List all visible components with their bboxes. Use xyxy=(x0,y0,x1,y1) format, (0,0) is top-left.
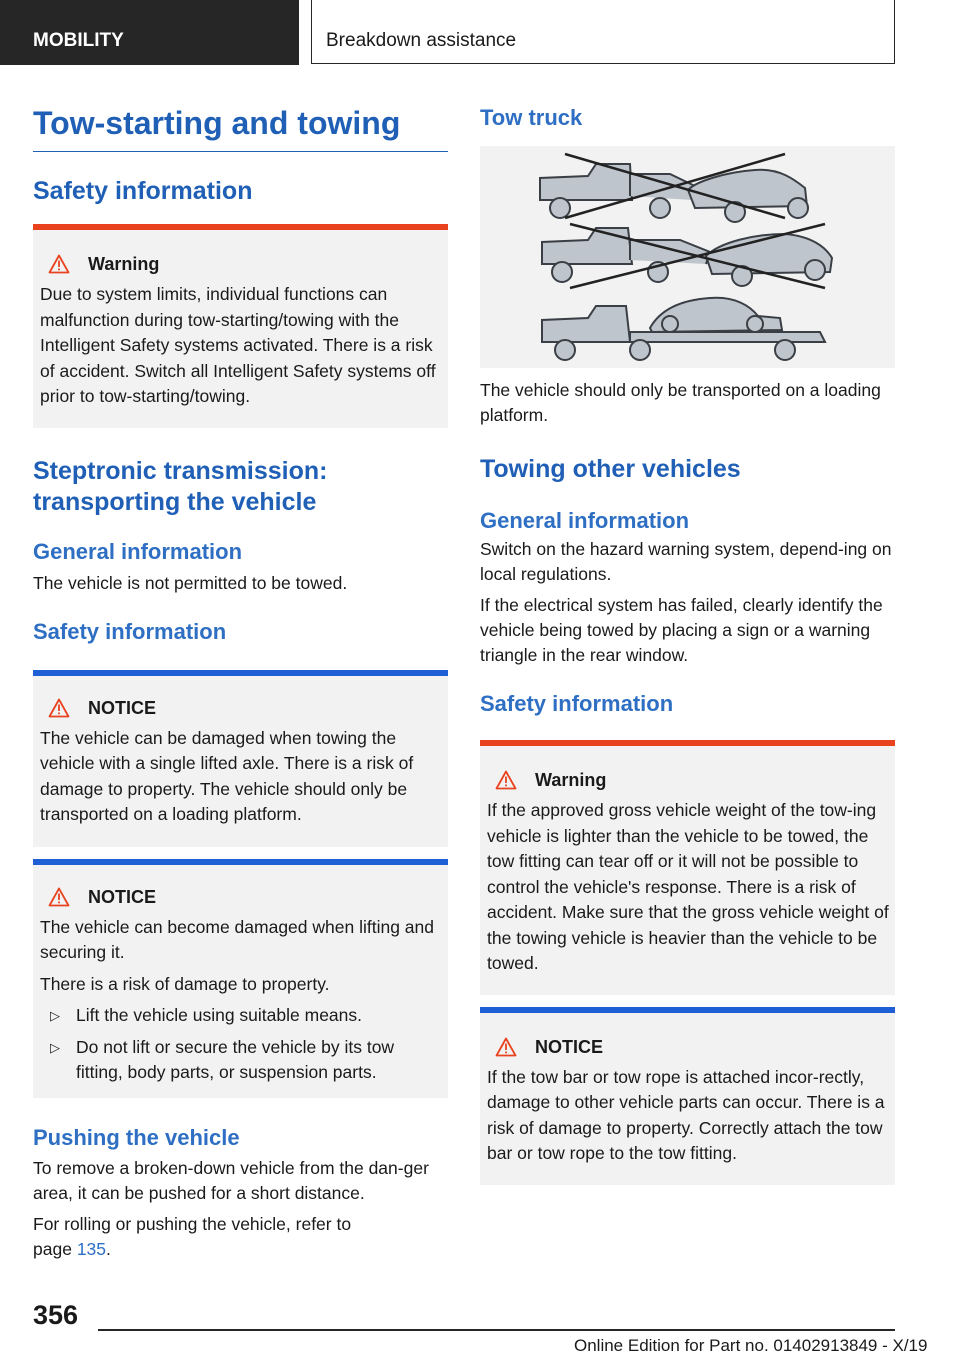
notice-box xyxy=(480,1007,895,1185)
general-info-text: If the electrical system has failed, clearly identify the vehicle being towed by placing a sign or a warning triangle in the rear window. xyxy=(480,595,883,665)
towing-other-heading: Towing other vehicles xyxy=(480,455,741,483)
list-item-text: Do not lift or secure the vehicle by its tow fitting, body parts, or suspension parts. xyxy=(76,1036,395,1082)
notice-text: If the tow bar or tow rope is attached incor-rectly, damage to other vehicle parts can occur. There is a risk of damage to property. Correctly attach the tow bar or tow rope to the tow fitting. xyxy=(487,1066,885,1163)
list-item xyxy=(40,1003,442,1029)
pushing-heading: Pushing the vehicle xyxy=(33,1124,240,1150)
page-link[interactable]: 135 xyxy=(76,1238,107,1259)
notice-label: NOTICE xyxy=(88,886,157,907)
notice-label: NOTICE xyxy=(535,1036,604,1057)
warning-text: Due to system limits, individual functions can malfunction during tow-starting/towing with the Intelligent Safety systems activated. There is a risk of accident. Switch all Intelligent Safety systems off prior to tow-starting/towing. xyxy=(40,284,436,406)
safety-info-heading: Safety information xyxy=(33,618,227,644)
general-info-heading: General information xyxy=(480,508,690,533)
tow-truck-text: The vehicle should only be transported on a loading platform. xyxy=(480,380,881,425)
footer-divider xyxy=(98,1329,895,1331)
warning-triangle-icon xyxy=(48,698,70,718)
notice-box xyxy=(33,859,448,1098)
safety-info-heading: Safety information xyxy=(480,691,674,716)
bullet-triangle-icon: ▷ xyxy=(50,1008,60,1023)
warning-text: If the approved gross vehicle weight of the tow-ing vehicle is lighter than the vehicle to be towed, the tow fitting can tear off or it will not be possible to control the vehicle's response. There is a risk of accident. Make sure that the gross vehicle weight of the towing vehicle is heavier than the vehicle to be towed. xyxy=(487,800,889,973)
rolling-text-end: . xyxy=(106,1238,111,1259)
warning-title xyxy=(48,252,442,276)
notice-title xyxy=(48,885,442,909)
tow-truck-illustration xyxy=(480,146,895,368)
rolling-text-body: For rolling or pushing the vehicle, refer to page xyxy=(33,1213,352,1259)
warning-label: Warning xyxy=(535,770,607,790)
section-tab xyxy=(0,0,299,65)
chapter-label: Breakdown assistance xyxy=(326,30,517,51)
steptronic-heading: Steptronic transmission: transporting the vehicle xyxy=(33,456,328,516)
warning-triangle-icon xyxy=(495,770,517,790)
edition-text: Online Edition for Part no. 01402913849 - X/19 xyxy=(574,1336,928,1355)
notice-label: NOTICE xyxy=(88,697,157,718)
notice-text: The vehicle can become damaged when lifting and securing it. xyxy=(40,916,434,962)
bullet-triangle-icon: ▷ xyxy=(50,1039,60,1055)
warning-triangle-icon xyxy=(495,1037,517,1057)
tow-truck-drawing xyxy=(480,146,895,368)
section-label: MOBILITY xyxy=(33,30,124,51)
general-info-heading: General information xyxy=(33,538,243,564)
left-column xyxy=(33,105,448,1262)
right-column xyxy=(480,104,895,1185)
warning-triangle-icon xyxy=(48,887,70,907)
chapter-tab xyxy=(311,0,895,64)
notice-title xyxy=(495,1035,889,1059)
warning-box xyxy=(33,224,448,428)
list-item xyxy=(40,1035,442,1086)
notice-text: The vehicle can be damaged when towing the vehicle with a single lifted axle. There is a risk of damage to property. The vehicle should only be transported on a loading platform. xyxy=(40,727,414,824)
page-title: Tow-starting and towing xyxy=(33,105,448,152)
rolling-text xyxy=(33,1212,393,1262)
tow-truck-heading: Tow truck xyxy=(480,105,583,130)
general-info-text: The vehicle is not permitted to be towed. xyxy=(33,572,348,593)
page-number: 356 xyxy=(33,1300,79,1330)
warning-box xyxy=(480,740,895,995)
pushing-text: To remove a broken-down vehicle from the dan-ger area, it can be pushed for a short distance. xyxy=(33,1157,429,1203)
notice-text: There is a risk of damage to property. xyxy=(40,973,330,994)
list-item-text: Lift the vehicle using suitable means. xyxy=(76,1005,362,1025)
warning-label: Warning xyxy=(88,254,160,274)
warning-title xyxy=(495,768,889,792)
general-info-text: Switch on the hazard warning system, depend-ing on local regulations. xyxy=(480,539,892,584)
notice-title xyxy=(48,696,442,720)
notice-box xyxy=(33,670,448,847)
warning-triangle-icon xyxy=(48,254,70,274)
safety-heading: Safety information xyxy=(33,177,253,205)
